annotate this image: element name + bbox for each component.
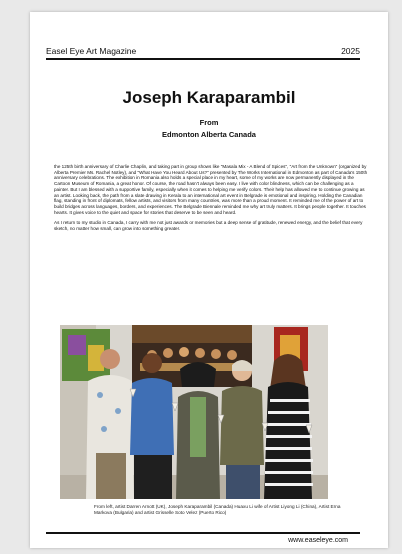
body-paragraph: As I return to my studio in Canada, I carry with me not just awards or memories but a deep sense of gratitude, renewed energy, and the belief that every sketch, no matter how small, can grow into something greater. <box>54 220 363 232</box>
page-header <box>46 46 360 56</box>
footer-rule <box>46 532 360 534</box>
magazine-name: Easel Eye Art Magazine <box>46 46 137 56</box>
issue-year: 2025 <box>341 46 360 56</box>
header-rule <box>46 58 360 60</box>
photo-caption: From left, artist Darren Arnott (UK), Joseph Karaparambil (Canada) Huaxu Li wife of Artist Liyong Li (China), Artist Erna Markova (Bulgaria) and artist Grisselle Soto Velez (Puerto Rico) <box>94 504 341 515</box>
footer-url: www.easeleye.com <box>288 537 348 544</box>
article-title: Joseph Karaparambil <box>122 88 296 107</box>
group-photo <box>60 325 328 499</box>
article-body <box>54 164 368 232</box>
body-paragraph: the 125th birth anniversary of Charlie Chaplin, and taking part in group shows like "Masala Mix - A Blend of Spices", "Art from the Unknown" (organized by Alberta Premier Ms. Rachel Notley), and "What Have You Heard About Us?" presented by The Works International in Edmonton as part of Canada's 150th anniversary celebrations. The exhibition in Romania also holds a special place in my heart, some of my works are now permanently displayed in the Cartoon Museum of Romania, a great honor. Of course, the road hasn't always been easy. I live with color blindness, which can be challenging as a painter. But I am blessed with a supportive family, especially when it comes to helping me verify colors. Their help has allowed me to continue growing as an artist. Looking back, the path from a slate drawing in Kerala to an international art event in Belgrade is emotional and inspiring. Holding the Canadian flag, standing in front of diplomats, fellow artists, and visitors from many countries, was more than a proud moment. It reminded me of the power of art to build bridges across languages, borders, and experiences. The Belgrade Biennale reminded me why art truly matters. It brings people together. It touches hearts. It gives voice to the quiet and space for stories that deserve to be seen and heard. <box>54 164 368 215</box>
from-label: From <box>199 118 219 127</box>
group-photo-illustration <box>60 325 328 499</box>
magazine-page <box>30 12 388 548</box>
artist-location: Edmonton Alberta Canada <box>162 130 256 139</box>
